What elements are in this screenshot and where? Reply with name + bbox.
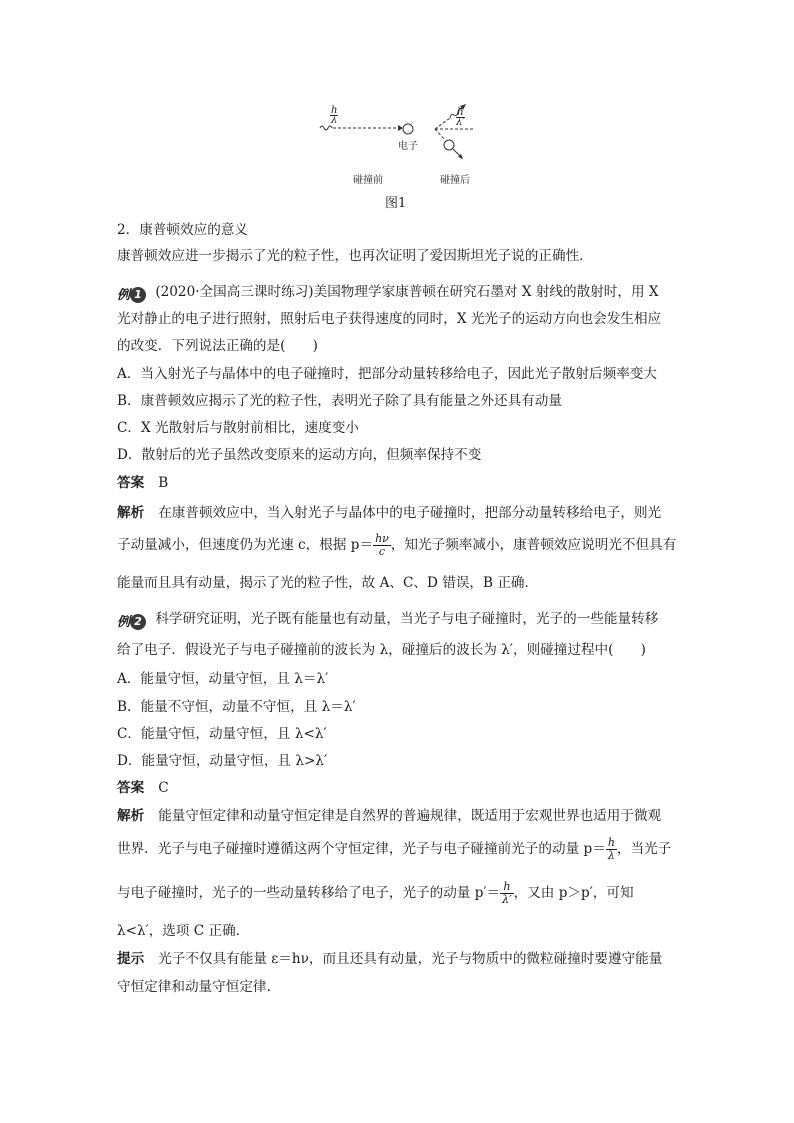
scattered-h: h bbox=[457, 107, 464, 118]
example1-answer bbox=[117, 474, 168, 492]
example2-stem-line1 bbox=[117, 610, 658, 631]
example-number-icon: 1 bbox=[130, 287, 146, 303]
example2-analysis-line3 bbox=[117, 880, 634, 906]
formula-fraction bbox=[500, 881, 513, 906]
example2-option-c: C．能量守恒，动量守恒，且 λ<λ′ bbox=[117, 726, 327, 742]
fraction-numerator: h bbox=[607, 836, 615, 849]
incident-h: h bbox=[331, 105, 338, 116]
fraction-denominator: λ′ bbox=[502, 893, 512, 906]
example2-badge bbox=[117, 613, 145, 631]
example1-stem-line2: 光对静止的电子进行照射，照射后电子获得速度的同时，X 光光子的运动方向也会发生相应 bbox=[117, 311, 662, 327]
analysis-text3-pre: 与电子碰撞时，光子的一些动量转移给了电子，光子的动量 p′＝ bbox=[117, 885, 501, 901]
recoil-direction bbox=[453, 149, 460, 156]
section-body: 康普顿效应进一步揭示了光的粒子性，也再次证明了爱因斯坦光子说的正确性． bbox=[117, 248, 593, 264]
analysis-label: 解析 bbox=[117, 808, 145, 824]
scattered-path bbox=[435, 118, 450, 129]
tip-text1: 光子不仅具有能量 ε＝hν，而且还具有动量，光子与物质中的微粒碰撞时要遵守能量 bbox=[158, 951, 663, 967]
answer-label: 答案 bbox=[117, 475, 145, 491]
example2-stem-line2: 给了电子．假设光子与电子碰撞前的波长为 λ，碰撞后的波长为 λ′，则碰撞过程中( ) bbox=[117, 642, 646, 658]
answer-value: C bbox=[158, 780, 169, 796]
electron-label: 电子 bbox=[398, 141, 418, 152]
example2-tip-line1 bbox=[117, 950, 662, 968]
example1-option-b: B．康普顿效应揭示了光的粒子性，表明光子除了具有能量之外还具有动量 bbox=[117, 393, 562, 409]
analysis-label: 解析 bbox=[117, 505, 145, 521]
example2-analysis-line1 bbox=[117, 807, 661, 825]
incident-momentum-label bbox=[330, 106, 338, 125]
example1-analysis-line3: 能量而且具有动量，揭示了光的粒子性，故 A、C、D 错误，B 正确． bbox=[117, 575, 539, 591]
section-heading: 2．康普顿效应的意义 bbox=[117, 222, 248, 238]
formula-fraction bbox=[373, 533, 391, 558]
example1-stem-text1: (2020·全国高三课时练习)美国物理学家康普顿在研究石墨对 X 射线的散射时，用 X bbox=[155, 284, 659, 300]
example1-stem-line1 bbox=[117, 283, 659, 304]
example2-answer bbox=[117, 779, 169, 797]
analysis-text3-post: ，又由 p＞p′，可知 bbox=[513, 885, 634, 901]
example2-analysis-line2 bbox=[117, 836, 671, 862]
analysis-text1: 能量守恒定律和动量守恒定律是自然界的普遍规律，既适用于宏观世界也适用于微观 bbox=[158, 808, 662, 824]
formula-fraction bbox=[606, 837, 617, 862]
example-number-icon: 2 bbox=[130, 614, 146, 630]
answer-value: B bbox=[158, 475, 169, 491]
example1-analysis-line1 bbox=[117, 504, 661, 522]
incident-wave-icon bbox=[320, 126, 332, 130]
example1-option-a: A．当入射光子与晶体中的电子碰撞时，把部分动量转移给电子，因此光子散射后频率变大 bbox=[117, 366, 657, 382]
fraction-denominator: c bbox=[378, 545, 386, 558]
answer-label: 答案 bbox=[117, 780, 145, 796]
analysis-text1: 在康普顿效应中，当入射光子与晶体中的电子碰撞时，把部分动量转移给电子，则光 bbox=[158, 505, 662, 521]
incident-arrow-icon bbox=[398, 125, 403, 131]
fraction-numerator: h bbox=[500, 881, 513, 894]
example1-option-c: C．X 光散射后与散射前相比，速度变小 bbox=[117, 420, 359, 436]
analysis-text2-pre: 世界．光子与电子碰撞时遵循这两个守恒定律，光子与电子碰撞前光子的动量 p＝ bbox=[117, 841, 606, 857]
example1-analysis-line2 bbox=[117, 532, 676, 558]
tip-label: 提示 bbox=[117, 951, 145, 967]
fraction-numerator: hν bbox=[375, 532, 389, 545]
scattered-lambda: λ′ bbox=[456, 117, 465, 128]
example2-tip-line2: 守恒定律和动量守恒定律. bbox=[117, 979, 271, 995]
recoil-path bbox=[435, 129, 445, 140]
figure-caption: 图1 bbox=[385, 196, 407, 211]
example-label: 例 bbox=[117, 615, 131, 630]
before-collision-label: 碰撞前 bbox=[353, 175, 383, 186]
example2-option-b: B．能量不守恒，动量不守恒，且 λ＝λ′ bbox=[117, 699, 356, 715]
analysis-text2-post: ，知光子频率减小，康普顿效应说明光不但具有 bbox=[390, 537, 677, 553]
example1-option-d: D．散射后的光子虽然改变原来的运动方向，但频率保持不变 bbox=[117, 447, 482, 463]
after-collision-label: 碰撞后 bbox=[440, 175, 470, 186]
electron-before-icon bbox=[403, 124, 413, 134]
example2-analysis-line4: λ<λ′，选项 C 正确． bbox=[117, 923, 250, 939]
example-label: 例 bbox=[117, 288, 131, 303]
incident-lambda: λ bbox=[331, 115, 338, 126]
example1-badge bbox=[117, 286, 145, 304]
example2-stem-text1: 科学研究证明，光子既有能量也有动量，当光子与电子碰撞时，光子的一些能量转移 bbox=[155, 611, 659, 627]
scattered-momentum-label bbox=[456, 108, 465, 127]
example1-stem-line3: 的改变．下列说法正确的是( ) bbox=[117, 338, 318, 354]
example2-option-a: A．能量守恒，动量守恒，且 λ＝λ′ bbox=[117, 671, 329, 687]
fraction-denominator: λ bbox=[607, 849, 615, 862]
electron-after-icon bbox=[444, 140, 454, 150]
analysis-text2-pre: 子动量减小，但速度仍为光速 c，根据 p＝ bbox=[117, 537, 374, 553]
analysis-text2-post: ，当光子 bbox=[616, 841, 672, 857]
example2-option-d: D．能量守恒，动量守恒，且 λ>λ′ bbox=[117, 753, 328, 769]
